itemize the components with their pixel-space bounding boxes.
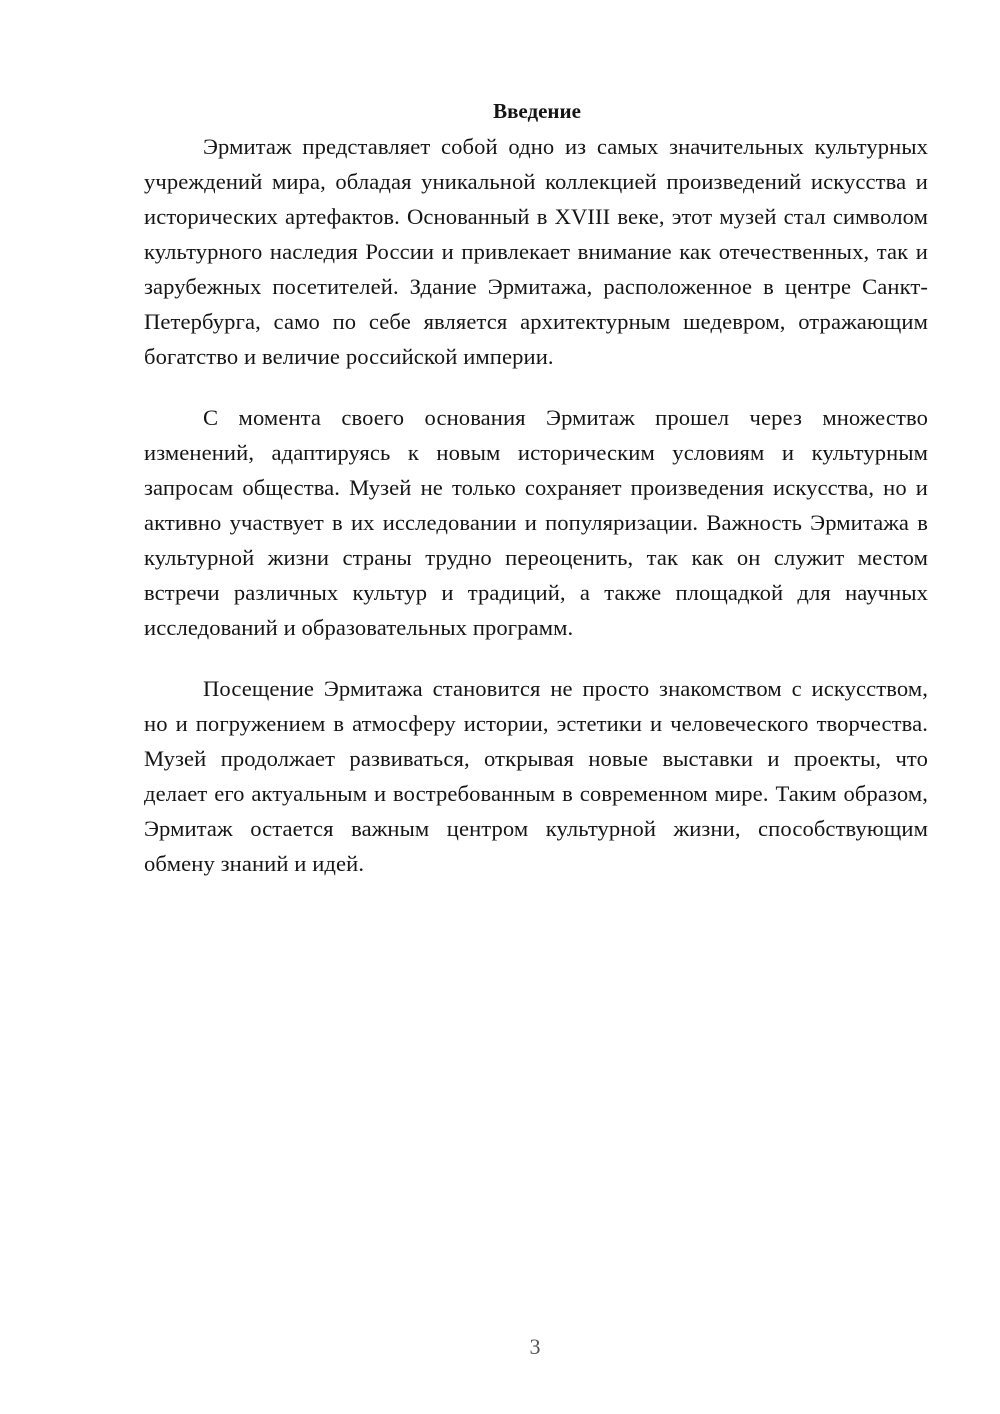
paragraph-intro: Эрмитаж представляет собой одно из самых значительных культурных учреждений мира, обладая уникальной коллекцией произведений искусства и исторических артефактов. Основанный в XVIII веке, этот музей стал символом культурного наследия России и привлекает внимание как отечественных, так и зарубежных посетителей. Здание Эрмитажа, расположенное в центре Санкт-Петербурга, само по себе является архитектурным шедевром, отражающим богатство и величие российской империи. [144,134,928,369]
paragraph-visit: Посещение Эрмитажа становится не просто знакомством с искусством, но и погружением в атмосферу истории, эстетики и человеческого творчества. Музей продолжает развиваться, открывая новые выставки и проекты, что делает его актуальным и востребованным в современном мире. Таким образом, Эрмитаж остается важным центром культурной жизни, способствующим обмену знаний и идей. [144,676,928,876]
page-number: 3 [529,1334,541,1359]
page-title: Введение [493,99,581,123]
paragraph-history: С момента своего основания Эрмитаж прошел через множество изменений, адаптируясь к новым историческим условиям и культурным запросам общества. Музей не только сохраняет произведения искусства, но и активно участвует в их исследовании и популяризации. Важность Эрмитажа в культурной жизни страны трудно переоценить, так как он служит местом встречи различных культур и традиций, а также площадкой для научных исследований и образовательных программ. [144,405,928,640]
document-body [144,94,928,881]
